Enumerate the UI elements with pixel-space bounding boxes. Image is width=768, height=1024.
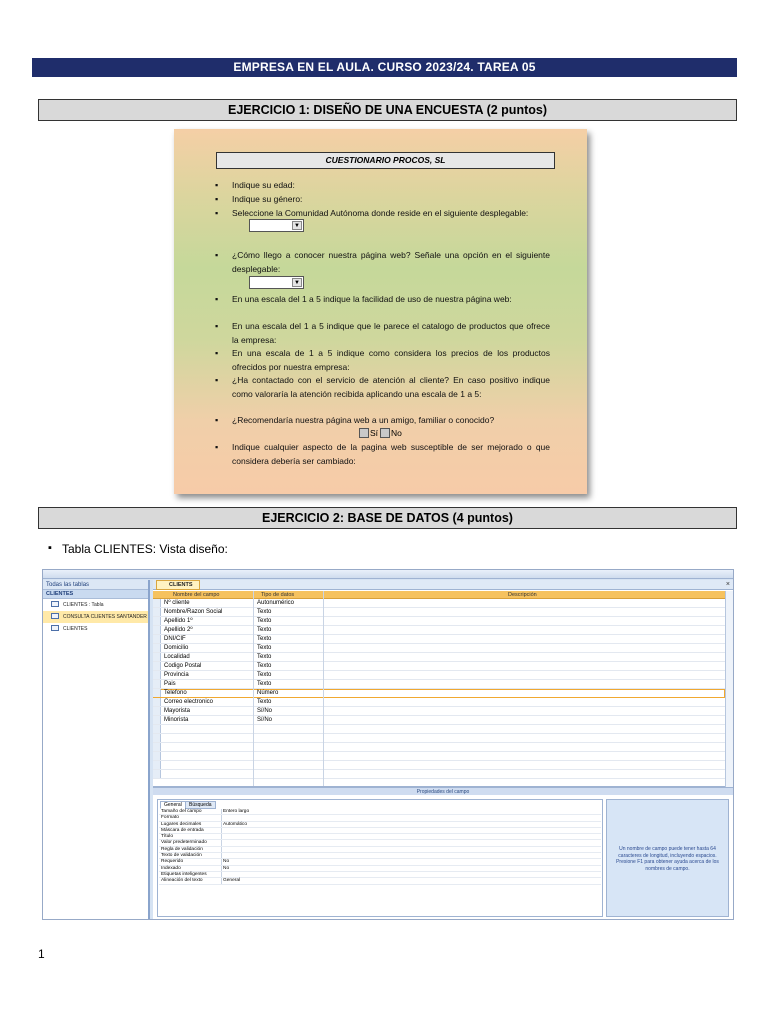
query-icon [51,613,59,619]
data-type-cell[interactable]: Texto [257,636,272,642]
access-screenshot [42,569,734,920]
data-type-cell[interactable]: Número [257,690,279,696]
chevron-down-icon: ▼ [292,278,302,287]
property-value[interactable]: No [223,859,230,865]
nav-item-consulta[interactable]: CONSULTA CLIENTES SANTANDER [43,611,148,623]
field-name-cell[interactable]: Nombre/Razon Social [164,609,223,615]
data-type-cell[interactable]: Sí/No [257,717,273,723]
field-name-cell[interactable]: Localidad [164,654,190,660]
property-divider [221,859,222,864]
row-selector[interactable] [153,644,161,652]
help-panel: Un nombre de campo puede tener hasta 64 caracteres de longitud, incluyendo espacios. Presione F1 para obtener ayuda acerca de los nombres de campo. [606,799,729,917]
field-rows [153,599,725,779]
property-divider [221,828,222,833]
table-row[interactable] [153,734,725,743]
table-row[interactable] [153,716,725,725]
field-grid [153,591,725,787]
yes-checkbox[interactable] [359,427,378,439]
data-type-cell[interactable]: Texto [257,609,272,615]
table-row[interactable] [153,680,725,689]
data-type-cell[interactable]: Texto [257,672,272,678]
property-key: Regla de validación [161,846,203,852]
design-view [153,580,733,919]
property-key: Etiquetas inteligentes [161,871,207,877]
property-key: Máscara de entrada [161,827,204,833]
field-name-cell[interactable]: Domicilio [164,645,189,651]
row-selector[interactable] [153,662,161,670]
property-key: Valor predeterminado [161,840,207,846]
navigation-pane [43,580,150,919]
checkbox-box [359,428,369,438]
property-rows [158,809,602,885]
field-name-cell[interactable]: Pais [164,681,176,687]
question-support: ▪ ¿Ha contactado con el servicio de atención al cliente? En caso positivo indique como valoraría la atención recibida aplicando una escala de 1 a 5: [232,373,550,401]
table-row[interactable] [153,707,725,716]
table-row[interactable] [153,725,725,734]
table-row[interactable] [153,617,725,626]
row-selector[interactable] [153,716,161,724]
property-key: Alineación del texto [161,878,203,884]
question-improvements: ▪ Indique cualquier aspecto de la pagina web susceptible de ser mejorado o que considera debería ser cambiado: [232,440,550,468]
table-row[interactable] [153,662,725,671]
column-data-type: Tipo de datos [261,592,295,598]
field-name-cell[interactable]: Mayorista [164,708,191,714]
property-divider [221,872,222,877]
data-type-cell[interactable]: Autonumérico [257,600,295,606]
field-name-cell[interactable]: Telefono [164,690,187,696]
row-selector[interactable] [153,680,161,688]
no-checkbox[interactable] [380,427,402,439]
region-dropdown[interactable] [249,219,304,232]
property-divider [221,815,222,820]
table-row[interactable] [153,752,725,761]
row-selector[interactable] [153,743,161,751]
properties-tabs [158,800,602,809]
row-selector[interactable] [153,689,161,697]
table-design-caption: ▪ Tabla CLIENTES: Vista diseño: [62,542,228,556]
tab-clients[interactable]: CLIENTS [156,580,200,590]
table-row[interactable] [153,653,725,662]
checkbox-box [380,428,390,438]
vertical-scrollbar[interactable] [725,591,733,787]
table-row[interactable] [153,743,725,752]
field-name-cell[interactable]: Codigo Postal [164,663,202,669]
no-label: No [391,428,402,438]
table-row[interactable] [153,626,725,635]
data-type-cell[interactable]: Texto [257,618,272,624]
source-dropdown[interactable] [249,276,304,289]
data-type-cell[interactable]: Texto [257,627,272,633]
tab-busqueda[interactable]: Búsqueda [185,801,216,809]
yes-label: Sí [370,428,379,438]
data-type-cell[interactable]: Texto [257,654,272,660]
data-type-cell[interactable]: Texto [257,681,272,687]
table-icon [51,601,59,607]
exercise1-heading: EJERCICIO 1: DISEÑO DE UNA ENCUESTA (2 puntos) [38,99,737,121]
row-selector[interactable] [153,734,161,742]
question-region: ▪ Seleccione la Comunidad Autónoma donde reside en el siguiente desplegable: [232,206,550,220]
field-name-cell[interactable]: DNI/CIF [164,636,186,642]
table-row[interactable] [153,644,725,653]
grid-header [153,591,725,599]
property-key: Tamaño del campo [161,809,202,814]
property-divider [221,847,222,852]
row-selector[interactable] [153,707,161,715]
nav-group-clientes[interactable]: CLIENTES [43,590,148,599]
row-selector[interactable] [153,698,161,706]
property-key: Título [161,834,173,840]
table-row[interactable] [153,599,725,608]
field-name-cell[interactable]: Correo electronico [164,699,214,705]
property-divider [221,853,222,858]
row-selector[interactable] [153,770,161,778]
page-number: 1 [38,947,45,961]
property-key: Lugares decimales [161,821,202,827]
property-row[interactable] [159,878,601,884]
row-selector[interactable] [153,599,161,607]
close-icon[interactable]: × [725,581,730,588]
property-divider [221,840,222,845]
property-key: Texto de validación [161,853,202,859]
row-selector[interactable] [153,653,161,661]
row-selector[interactable] [153,608,161,616]
property-value[interactable]: No [223,865,230,871]
property-key: Indexado [161,865,181,871]
nav-header[interactable]: Todas las tablas [43,580,148,590]
property-value[interactable]: General [223,878,241,884]
property-divider [221,834,222,839]
field-name-cell[interactable]: Nº cliente [164,600,190,606]
row-selector[interactable] [153,671,161,679]
question-catalog: ▪ En una escala del 1 a 5 indique que le parece el catalogo de productos que ofrece la empresa: [232,319,550,347]
tab-general[interactable]: General [160,801,186,809]
ribbon-bar [43,570,733,579]
field-properties-bar: Propiedades del campo [153,787,733,795]
property-divider [221,809,222,814]
property-key: Formato [161,815,179,821]
data-type-cell[interactable]: Texto [257,663,272,669]
table-row[interactable] [153,761,725,770]
field-properties-panel [157,799,603,917]
form-icon [51,625,59,631]
table-row[interactable] [153,770,725,779]
table-row[interactable] [153,698,725,707]
column-divider [253,591,254,786]
question-age: ▪ Indique su edad: [232,178,550,192]
field-name-cell[interactable]: Apellido 2º [164,627,193,633]
property-divider [221,866,222,871]
chevron-down-icon: ▼ [292,221,302,230]
table-row[interactable] [153,635,725,644]
question-gender: ▪ Indique su género: [232,192,550,206]
column-description: Descripción [508,592,537,598]
field-name-cell[interactable]: Apellido 1º [164,618,193,624]
field-name-cell[interactable]: Minorista [164,717,189,723]
property-divider [221,878,222,883]
table-row[interactable] [153,608,725,617]
data-type-cell[interactable]: Sí/No [257,708,273,714]
row-selector[interactable] [153,635,161,643]
question-prices: ▪ En una escala de 1 a 5 indique como considera los precios de los productos ofrecidos por nuestra empresa: [232,346,550,374]
column-divider [323,591,324,786]
row-selector[interactable] [153,761,161,769]
nav-item-clientes-form[interactable]: CLIENTES [43,623,148,635]
exercise2-heading: EJERCICIO 2: BASE DE DATOS (4 puntos) [38,507,737,529]
table-row[interactable] [153,689,725,698]
row-selector[interactable] [153,725,161,733]
document-banner: EMPRESA EN EL AULA. CURSO 2023/24. TAREA 05 [32,58,737,77]
question-usability: ▪ En una escala del 1 a 5 indique la facilidad de uso de nuestra página web: [232,292,550,306]
survey-title: CUESTIONARIO PROCOS, SL [216,152,555,169]
document-tab-bar [153,580,733,590]
survey-form [174,129,587,494]
property-value[interactable]: Entero largo [223,809,250,814]
data-type-cell[interactable]: Texto [257,699,272,705]
column-field-name: Nombre del campo [173,592,220,598]
property-divider [221,822,222,827]
row-selector[interactable] [153,626,161,634]
row-selector[interactable] [153,752,161,760]
nav-item-clientes-table[interactable]: CLIENTES : Tabla [43,599,148,611]
property-value[interactable]: Automático [223,821,247,827]
question-source: ▪ ¿Cómo llego a conocer nuestra página web? Señale una opción en el siguiente desplegable: [232,248,550,276]
question-recommend: ▪ ¿Recomendaría nuestra página web a un amigo, familiar o conocido? [232,413,550,427]
row-selector[interactable] [153,617,161,625]
data-type-cell[interactable]: Texto [257,645,272,651]
property-key: Requerido [161,859,184,865]
field-name-cell[interactable]: Provincia [164,672,189,678]
table-row[interactable] [153,671,725,680]
